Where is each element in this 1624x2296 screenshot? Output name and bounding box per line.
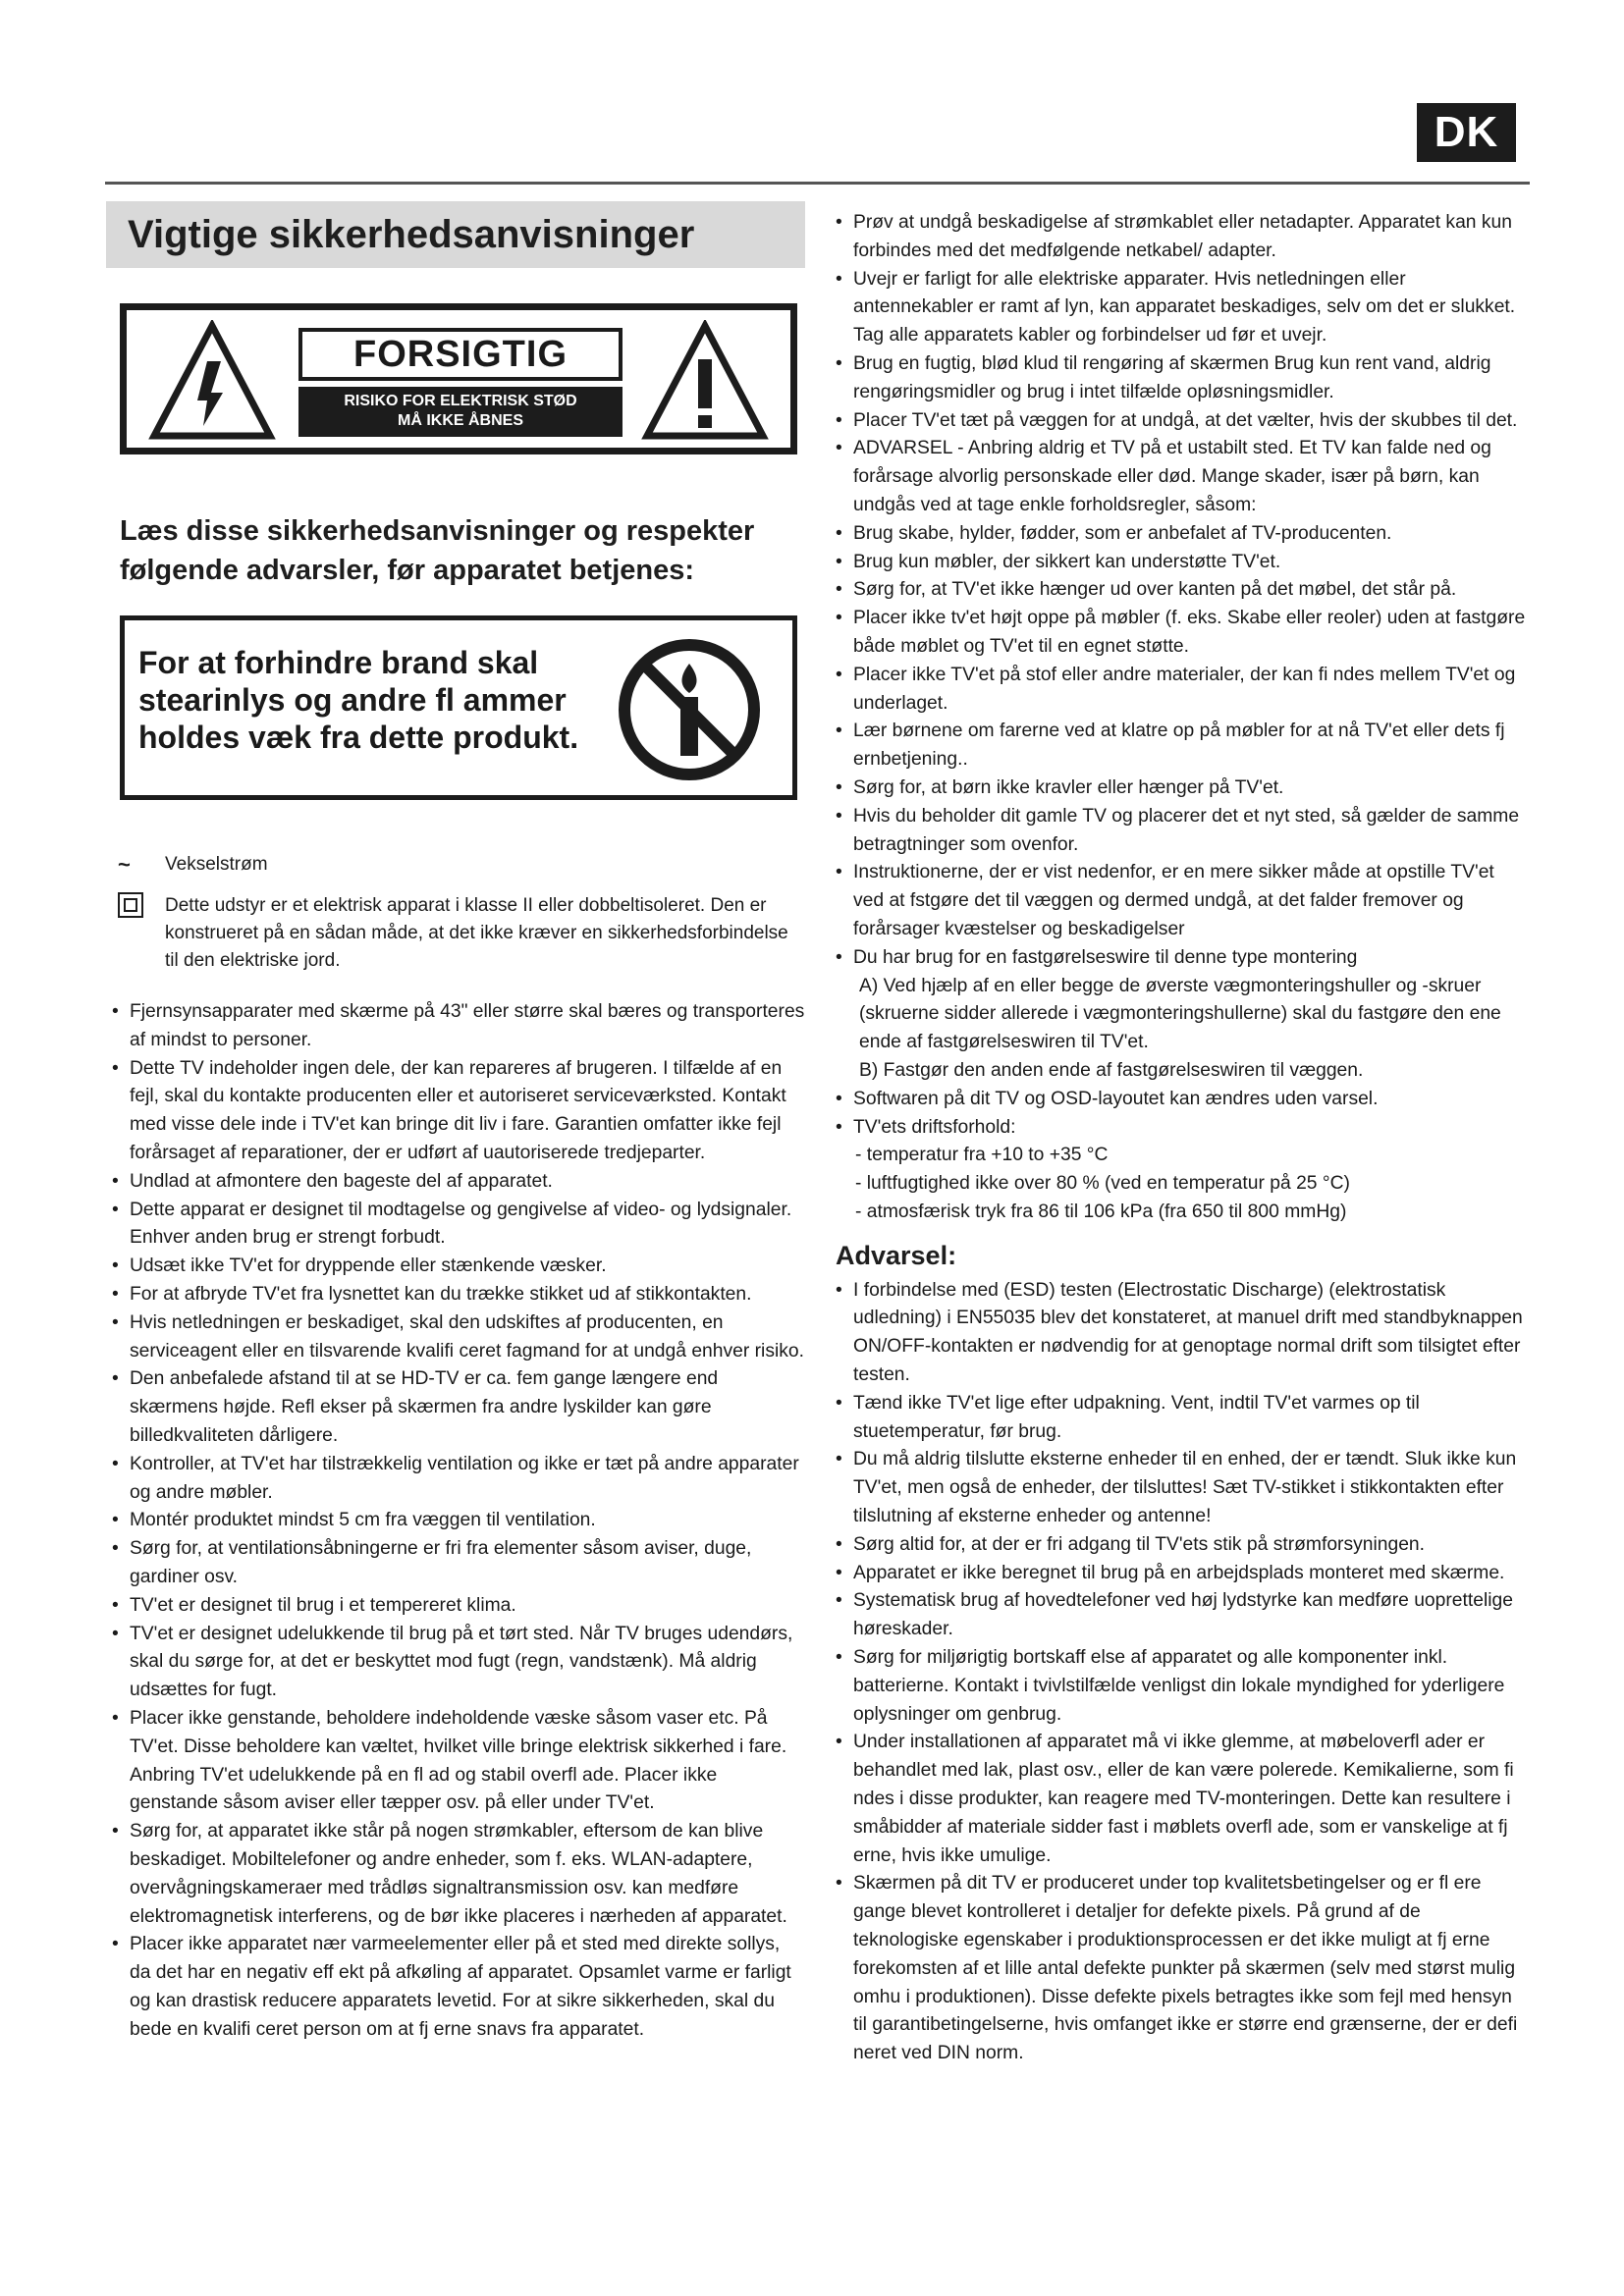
list-item: • Placer ikke apparatet nær varmeelementer eller på et sted med direkte sollys, da det har en negativ eff ekt på afkøling af apparatet. Opsamlet varme er farligt og kan drastisk reducere apparatets levetid. For at sikre sikkerheden, skal du bede en kvalifi ceret person om at fj erne snavs fra apparatet.: [106, 1931, 805, 2044]
fire-line-3: holdes væk fra dette produkt.: [138, 720, 579, 755]
list-item: • Sørg for, at apparatet ikke står på nogen strømkabler, eftersom de kan blive beskadiget. Mobiltelefoner og andre enheder, som f. eks. WLAN-adaptere, overvågningskameraer med trådløs signaltransmission osv. kan medføre elektromagnetisk interferens, og de bør ikke placeres i nærheden af apparatet.: [106, 1818, 805, 1931]
list-item: • Lær børnene om farerne ved at klatre op på møbler for at nå TV'et eller dets fj ernbetjening..: [830, 718, 1529, 774]
left-column: [106, 201, 805, 2044]
no-candle-icon: [616, 636, 763, 783]
left-safety-list: [106, 998, 805, 2044]
page-title: Vigtige sikkerhedsanvisninger: [106, 201, 805, 268]
list-item: • Brug kun møbler, der sikkert kan understøtte TV'et.: [830, 549, 1529, 577]
list-item: • Placer TV'et tæt på væggen for at undgå, at det vælter, hvis der skubbes til det.: [830, 407, 1529, 436]
list-item: • Kontroller, at TV'et har tilstrækkelig ventilation og ikke er tæt på andre apparater og andre møbler.: [106, 1451, 805, 1508]
list-item: • Brug en fugtig, blød klud til rengøring af skærmen Brug kun rent vand, aldrig rengøringsmidler og brug i intet tilfælde opløsningsmidler.: [830, 350, 1529, 407]
caution-subtitle: [298, 387, 623, 437]
language-tag: DK: [1417, 103, 1516, 162]
list-item: • Udsæt ikke TV'et for dryppende eller stænkende væsker.: [106, 1253, 805, 1281]
list-item: • Du har brug for en fastgørelseswire til denne type montering: [830, 944, 1529, 973]
list-item: • TV'et er designet til brug i et tempereret klima.: [106, 1592, 805, 1621]
ac-symbol-text: Vekselstrøm: [165, 854, 268, 875]
no-open-flame-notice: [120, 615, 797, 800]
list-item: • Den anbefalede afstand til at se HD-TV er ca. fem gange længere end skærmens højde. Refl ekser på skærmen fra andre lyskilder kan gøre billedkvaliteten dårligere.: [106, 1365, 805, 1450]
right-safety-list-2: [830, 1086, 1529, 1143]
caution-line-2: MÅ IKKE ÅBNES: [397, 412, 523, 429]
operating-conditions: [830, 1142, 1529, 1226]
list-item: • Instruktionerne, der er vist nedenfor, er en mere sikker måde at opstille TV'et ved at fstgøre det til væggen og dermed undgå, at det falder fremover og forårsager kvæstelser og beskadigelser: [830, 859, 1529, 943]
double-insulation-icon: [118, 892, 151, 975]
condition-item: - luftfugtighed ikke over 80 % (ved en temperatur på 25 °C): [855, 1173, 1350, 1195]
list-item: • Skærmen på dit TV er produceret under top kvalitetsbetingelser og er fl ere gange blevet kontrolleret i detaljer for defekte pixels. På grund af de teknologiske egenskaber i produktionsprocessen er det ikke muligt at fj erne forekomsten af et lille antal defekte punkter på skærmen (selv med størst mulig omhu i produktionen). Disse defekte pixels betragtes ikke som fejl med hensyn til garantibetingelserne, hvis omfanget ikke er større end grænserne, der er defi neret ved DIN norm.: [830, 1870, 1529, 2068]
fire-notice-text: [138, 644, 600, 756]
list-item: • TV'et er designet udelukkende til brug på et tørt sted. Når TV bruges udendørs, skal du sørge for, at det er beskyttet mod fugt (regn, vandstænk). Må aldrig udsættes for fugt.: [106, 1621, 805, 1705]
caution-title: FORSIGTIG: [298, 328, 623, 381]
list-item: • Dette apparat er designet til modtagelse og gengivelse af video- og lydsignaler. Enhver anden brug er strengt forbudt.: [106, 1197, 805, 1254]
list-item: • Hvis netledningen er beskadiget, skal den udskiftes af producenten, en serviceagent eller en tilsvarende kvalifi ceret fagmand for at undgå enhver risiko.: [106, 1309, 805, 1366]
list-item: • Sørg for, at børn ikke kravler eller hænger på TV'et.: [830, 774, 1529, 803]
ac-symbol-row: [118, 851, 805, 879]
alternating-current-icon: ~: [118, 852, 131, 877]
list-item: • Under installationen af apparatet må vi ikke glemme, at møbeloverfl ader er behandlet med lak, plast osv., eller de kan være polerede. Kemikalierne, som fi ndes i disse produkter, kan reagere med TV-monteringen. Dette kan resultere i småbidder af materiale sidder fast i møblets overfl ade, som er vanskelige at fj erne, hvis ikke umulige.: [830, 1729, 1529, 1870]
mounting-step-a: A) Ved hjælp af en eller begge de øverste vægmonteringshuller og -skruer (skruerne sidder allerede i vægmonteringshullerne) skal du fastgøre den ene ende af fastgørelseswiren til TV'et.: [859, 975, 1501, 1053]
list-item: • Sørg altid for, at der er fri adgang til TV'ets stik på strømforsyningen.: [830, 1531, 1529, 1560]
list-item: • Prøv at undgå beskadigelse af strømkablet eller netadapter. Apparatet kan kun forbindes med det medfølgende netkabel/ adapter.: [830, 209, 1529, 266]
right-safety-list: [830, 209, 1529, 973]
list-item: • ADVARSEL - Anbring aldrig et TV på et ustabilt sted. Et TV kan falde ned og forårsage alvorlig personskade eller død. Mange skader, især på børn, kan undgås ved at tage enkle forholdsregler, såsom:: [830, 435, 1529, 519]
header-rule: [105, 182, 1530, 185]
list-item: • For at afbryde TV'et fra lysnettet kan du trække stikket ud af stikkontakten.: [106, 1281, 805, 1309]
caution-line-1: RISIKO FOR ELEKTRISK STØD: [344, 393, 577, 409]
mounting-step-b: B) Fastgør den anden ende af fastgørelseswiren til væggen.: [859, 1059, 1364, 1081]
list-item: • Montér produktet mindst 5 cm fra væggen til ventilation.: [106, 1507, 805, 1535]
list-item: • Brug skabe, hylder, fødder, som er anbefalet af TV-producenten.: [830, 520, 1529, 549]
list-item: • Sørg for, at ventilationsåbningerne er fri fra elementer såsom aviser, duge, gardiner osv.: [106, 1535, 805, 1592]
list-item: • I forbindelse med (ESD) testen (Electrostatic Discharge) (elektrostatisk udledning) i EN55035 blev det konstateret, at manuel drift med standbyknappen ON/OFF-kontakten er nødvendig for at genoptage normal drift som tilsigtet efter testen.: [830, 1277, 1529, 1390]
list-item: • Undlad at afmontere den bageste del af apparatet.: [106, 1168, 805, 1197]
list-item: • Apparatet er ikke beregnet til brug på en arbejdsplads monteret med skærme.: [830, 1560, 1529, 1588]
list-item: • Softwaren på dit TV og OSD-layoutet kan ændres uden varsel.: [830, 1086, 1529, 1114]
fire-line-2: stearinlys og andre fl ammer: [138, 682, 567, 718]
list-item: • Placer ikke genstande, beholdere indeholdende væske såsom vaser etc. På TV'et. Disse beholdere kan væltet, hvilket ville bringe elektrisk sikkerhed i fare. Anbring TV'et udelukkende på en fl ad og stabil overfl ade. Placer ikke genstande såsom aviser eller tæpper osv. på eller under TV'et.: [106, 1705, 805, 1818]
list-item: • Tænd ikke TV'et lige efter udpakning. Vent, indtil TV'et varmes op til stuetemperatur, før brug.: [830, 1390, 1529, 1447]
list-item: • Hvis du beholder dit gamle TV og placerer det et nyt sted, så gælder de samme betragtninger som ovenfor.: [830, 803, 1529, 860]
condition-item: - atmosfærisk tryk fra 86 til 106 kPa (fra 650 til 800 mmHg): [855, 1201, 1347, 1222]
condition-item: - temperatur fra +10 to +35 °C: [855, 1145, 1109, 1166]
list-item: • Placer ikke tv'et højt oppe på møbler (f. eks. Skabe eller reoler) uden at fastgøre både møblet og TV'et til en egnet støtte.: [830, 605, 1529, 662]
list-item: • Dette TV indeholder ingen dele, der kan repareres af brugeren. I tilfælde af en fejl, skal du kontakte producenten eller et autoriseret serviceværksted. Kontakt med visse dele inde i TV'et kan bringe dit liv i fare. Garantien omfatter ikke fejl forårsaget af reparationer, der er udført af uautoriserede tredjeparter.: [106, 1055, 805, 1168]
class2-symbol-row: [118, 892, 805, 975]
class2-symbol-text: Dette udstyr er et elektrisk apparat i klasse II eller dobbeltisoleret. Den er konstrueret på en sådan måde, at det ikke kræver en sikkerhedsforbindelse til den elektriske jord.: [165, 895, 788, 971]
list-item: • Du må aldrig tilslutte eksterne enheder til en enhed, der er tændt. Sluk ikke kun TV'et, men også de enheder, der tilsluttes! Sæt TV-stikket i stikkontakten efter tilslutning af eksterne enheder og antenne!: [830, 1446, 1529, 1530]
list-item: • Fjernsynsapparater med skærme på 43" eller større skal bæres og transporteres af mindst to personer.: [106, 998, 805, 1055]
read-heading-line-2: følgende advarsler, før apparatet betjenes:: [120, 555, 695, 586]
list-item: • Placer ikke TV'et på stof eller andre materialer, der kan fi ndes mellem TV'et og underlaget.: [830, 662, 1529, 719]
list-item: • Sørg for miljørigtig bortskaff else af apparatet og alle komponenter inkl. batterierne. Kontakt i tvivlstilfælde venligst din lokale myndighed for yderligere oplysninger om genbrug.: [830, 1644, 1529, 1729]
list-item: • Systematisk brug af hovedtelefoner ved høj lydstyrke kan medføre uoprettelige høreskader.: [830, 1587, 1529, 1644]
list-item: • TV'ets driftsforhold:: [830, 1114, 1529, 1143]
read-heading-line-1: Læs disse sikkerhedsanvisninger og respekter: [120, 515, 755, 547]
advarsel-list: [830, 1277, 1529, 2068]
exclamation-warning-icon: [641, 320, 769, 444]
list-item: • Sørg for, at TV'et ikke hænger ud over kanten på det møbel, det står på.: [830, 576, 1529, 605]
caution-label: [120, 303, 797, 454]
electric-shock-warning-icon: [148, 320, 276, 444]
list-item: • Uvejr er farligt for alle elektriske apparater. Hvis netledningen eller antennekabler er ramt af lyn, kan apparatet beskadiges, selv om det er slukket. Tag alle apparatets kabler og forbindelser ud før et uvejr.: [830, 266, 1529, 350]
advarsel-heading: Advarsel:: [836, 1240, 957, 1270]
right-column: [830, 209, 1529, 2068]
fire-line-1: For at forhindre brand skal: [138, 645, 539, 680]
read-instructions-heading: [120, 511, 805, 590]
